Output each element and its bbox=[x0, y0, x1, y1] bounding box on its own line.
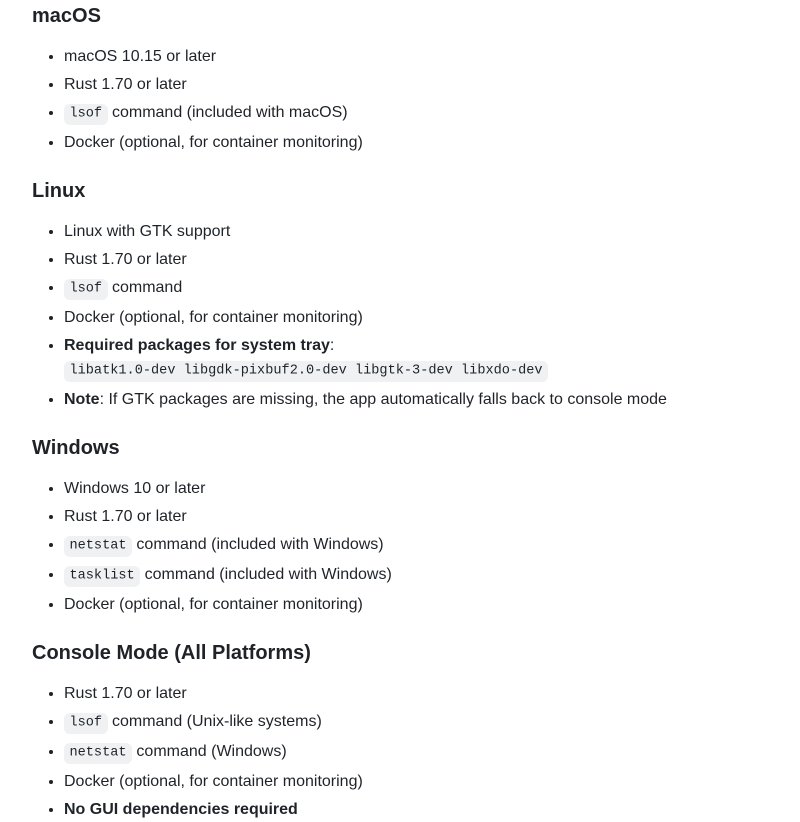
list-item bbox=[64, 101, 768, 127]
list-item bbox=[64, 505, 768, 529]
text-span: command (included with Windows) bbox=[140, 566, 392, 583]
list-item bbox=[64, 131, 768, 155]
section-heading-windows: Windows bbox=[32, 437, 120, 459]
inline-code: lsof bbox=[64, 279, 108, 299]
text-span: command (included with Windows) bbox=[131, 536, 384, 553]
text-span: Rust 1.70 or later bbox=[64, 508, 187, 525]
text-span: macOS 10.15 or later bbox=[64, 48, 217, 65]
doc-section-linux bbox=[32, 179, 768, 412]
doc-section-windows bbox=[32, 436, 768, 617]
list-item bbox=[64, 798, 768, 822]
doc-section-console-mode-all-platforms bbox=[32, 641, 768, 822]
list-item bbox=[64, 334, 768, 384]
text-span: Rust 1.70 or later bbox=[64, 76, 187, 93]
inline-code: tasklist bbox=[64, 566, 140, 586]
list-item bbox=[64, 306, 768, 330]
section-list-windows bbox=[32, 477, 768, 617]
inline-code: netstat bbox=[64, 743, 132, 763]
list-item bbox=[64, 593, 768, 617]
text-span: Linux with GTK support bbox=[64, 223, 231, 240]
text-span: command (Unix-like systems) bbox=[107, 713, 322, 730]
bold-text: Required packages for system tray bbox=[64, 337, 330, 354]
text-span: command (Windows) bbox=[131, 743, 287, 760]
inline-code: lsof bbox=[64, 104, 108, 124]
text-span: Docker (optional, for container monitoring) bbox=[64, 596, 363, 613]
list-item bbox=[64, 533, 768, 559]
text-span: Windows 10 or later bbox=[64, 480, 206, 497]
list-item bbox=[64, 740, 768, 766]
list-item bbox=[64, 276, 768, 302]
text-span: command (included with macOS) bbox=[107, 104, 348, 121]
section-heading-console-mode-all-platforms: Console Mode (All Platforms) bbox=[32, 642, 311, 664]
bold-text: No GUI dependencies required bbox=[64, 801, 298, 818]
text-span: Docker (optional, for container monitoring) bbox=[64, 134, 363, 151]
text-span: : bbox=[329, 337, 335, 354]
text-span: Rust 1.70 or later bbox=[64, 685, 187, 702]
list-item bbox=[64, 477, 768, 501]
list-item bbox=[64, 220, 768, 244]
list-item bbox=[64, 710, 768, 736]
list-item bbox=[64, 388, 768, 412]
list-item bbox=[64, 45, 768, 69]
section-list-macos bbox=[32, 45, 768, 155]
list-item bbox=[64, 248, 768, 272]
text-span: Docker (optional, for container monitoring) bbox=[64, 309, 363, 326]
list-item bbox=[64, 563, 768, 589]
section-list-linux bbox=[32, 220, 768, 412]
doc-section-macos bbox=[32, 4, 768, 155]
section-heading-macos: macOS bbox=[32, 5, 101, 27]
list-item bbox=[64, 682, 768, 706]
text-span: Docker (optional, for container monitoring) bbox=[64, 773, 363, 790]
text-span: Rust 1.70 or later bbox=[64, 251, 187, 268]
section-heading-linux: Linux bbox=[32, 180, 86, 202]
text-span: command bbox=[107, 279, 183, 296]
inline-code: lsof bbox=[64, 713, 108, 733]
inline-code: netstat bbox=[64, 536, 132, 556]
text-span: : If GTK packages are missing, the app automatically falls back to console mode bbox=[99, 391, 667, 408]
bold-text: Note bbox=[64, 391, 100, 408]
section-list-console-mode-all-platforms bbox=[32, 682, 768, 822]
inline-code: libatk1.0-dev libgdk-pixbuf2.0-dev libgtk-3-dev libxdo-dev bbox=[64, 361, 548, 381]
list-item bbox=[64, 73, 768, 97]
